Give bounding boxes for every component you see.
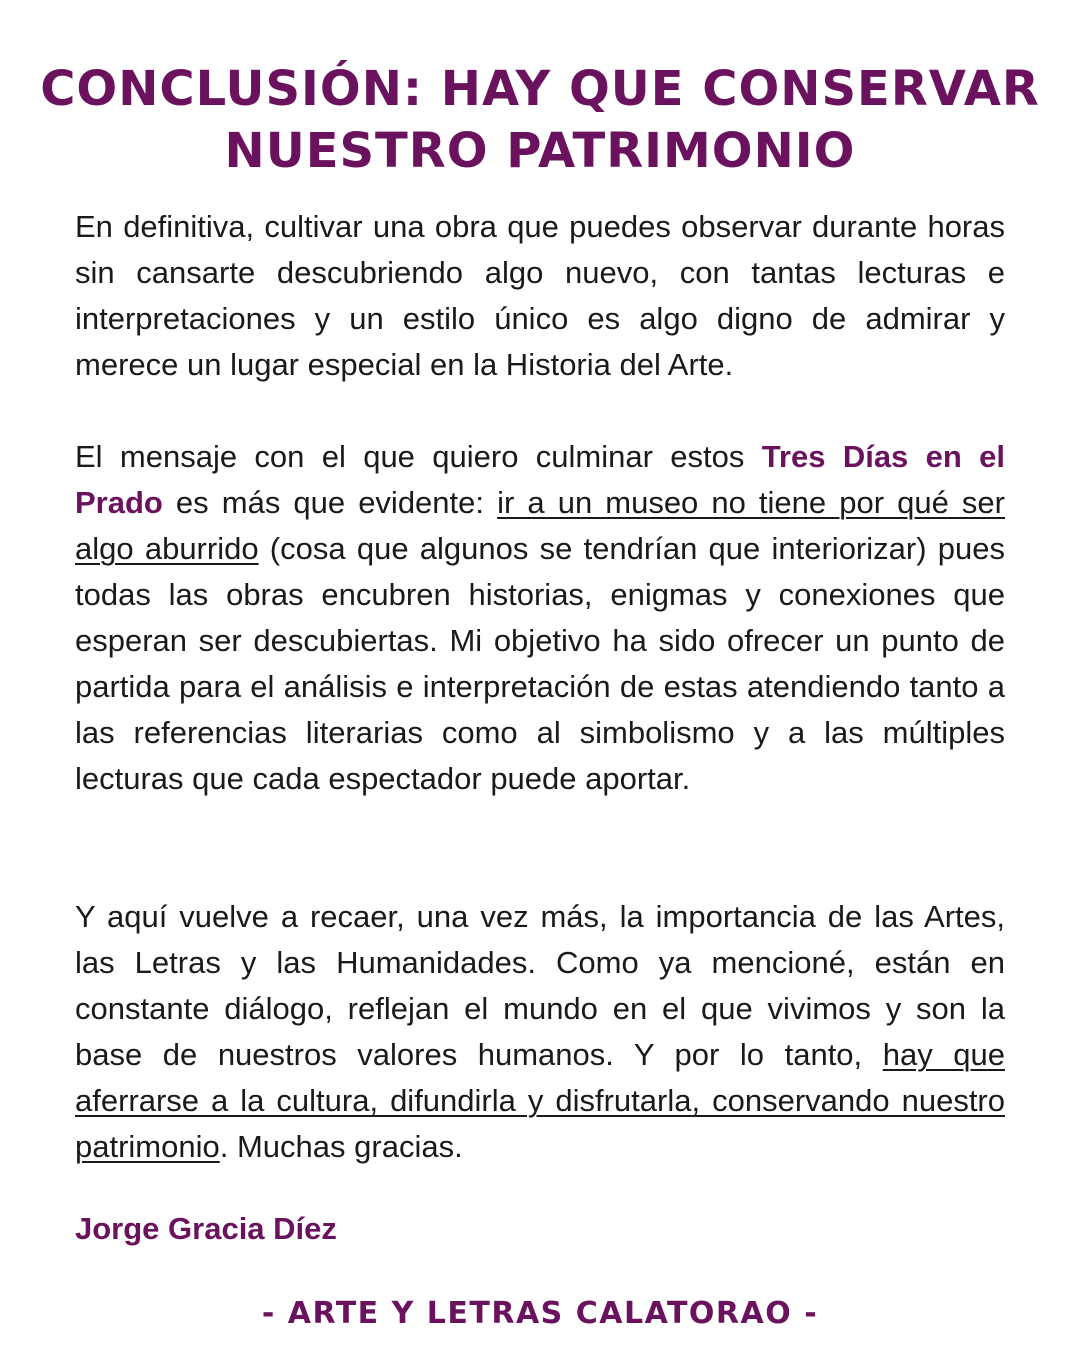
paragraph-2-rest: (cosa que algunos se tendrían que interiorizar) pues todas las obras encubren historias, enigmas y conexiones que esperan ser descubiertas. Mi objetivo ha sido ofrecer un punto de partida para el análisis e interpretación de estas atendiendo tanto a las referencias literarias como al simbolismo y a las múltiples lecturas que cada espectador puede aportar.: [75, 531, 1005, 796]
paragraph-3-intro: Y aquí vuelve a recaer, una vez más, la importancia de las Artes, las Letras y las Humanidades. Como ya mencioné, están en constante diálogo, reflejan el mundo en el que vivimos y son la base de nuestros valores humanos. Y por lo tanto,: [75, 899, 1005, 1072]
paragraph-3: [75, 894, 1005, 1170]
paragraph-1-text: En definitiva, cultivar una obra que puedes observar durante horas sin cansarte descubriendo algo nuevo, con tantas lecturas e interpretaciones y un estilo único es algo digno de admirar y merece un lugar especial en la Historia del Arte.: [75, 209, 1005, 382]
series-title-highlight: Tres Días en el Prado: [75, 439, 1006, 520]
paragraph-2: [75, 434, 1005, 802]
paragraph-3-outro: . Muchas gracias.: [219, 1129, 463, 1164]
title-line-1: CONCLUSIÓN: HAY QUE CONSERVAR: [40, 61, 1040, 117]
paragraph-2-mid: es más que evidente:: [162, 485, 498, 520]
paragraph-2-underlined-phrase: ir a un museo no tiene por qué ser algo aburrido: [75, 485, 1005, 566]
footer-brand: - ARTE Y LETRAS CALATORAO -: [261, 1296, 819, 1331]
paragraph-1: [75, 204, 1005, 388]
title-line-2: NUESTRO PATRIMONIO: [224, 123, 856, 179]
paragraph-3-underlined-phrase: hay que aferrarse a la cultura, difundirla y disfrutarla, conservando nuestro patrimonio: [75, 1037, 1005, 1164]
author-signature: Jorge Gracia Díez: [75, 1211, 337, 1246]
page-title: [40, 58, 1040, 182]
paragraph-2-intro: El mensaje con el que quiero culminar estos: [75, 439, 762, 474]
